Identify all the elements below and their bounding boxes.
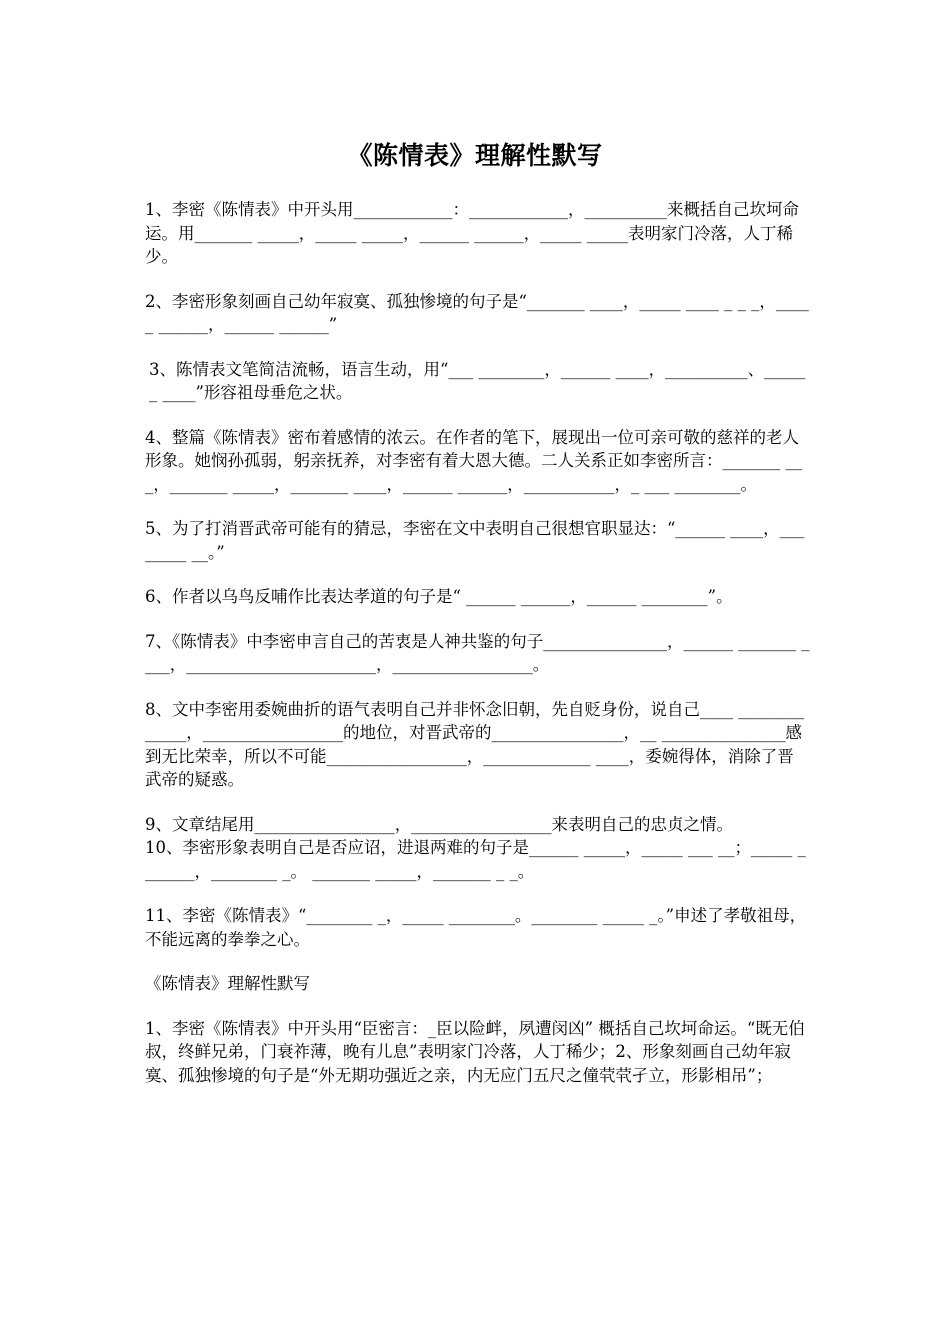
document-body — [145, 198, 810, 1108]
question-7: 7、《陈情表》中李密申言自己的苦衷是人神共鉴的句子_______________，______ _______ ____，_______________________，_________________。 — [145, 631, 810, 674]
question-4: 4、整篇《陈情表》密布着感情的浓云。在作者的笔下，展现出一位可亲可敬的慈祥的老人形象。她悯孙孤弱，躬亲抚养，对李密有着大恩大德。二人关系正如李密所言：_______ ___，_______ _____，_______ ____，______ ______，___________，_ ___ ________。 — [145, 427, 802, 494]
question-3: 3、陈情表文笔简洁流畅，语言生动，用“___ ________，______ ____，__________、______ ____”形容祖母垂危之状。 — [149, 359, 806, 402]
question-9: 9、文章结尾用_________________，_________________来表明自己的忠贞之情。 — [145, 814, 733, 834]
answer-section-title: 《陈情表》理解性默写 — [145, 974, 310, 993]
question-8: 8、文中李密用委婉曲折的语气表明自己并非怀念旧朝，先自贬身份，说自己____ _____________，_________________的地位，对晋武帝的________________，__ _______________感到无比荣幸，所以不可能_________________，_____________ ____，委婉得体，消除了晋武帝的疑惑。 — [145, 699, 805, 789]
answer-text: 1、李密《陈情表》中开头用“臣密言：_臣以险衅，夙遭闵凶” 概括自己坎坷命运。“既无伯叔，终鲜兄弟，门衰祚薄，晚有儿息”表明家门冷落，人丁稀少；2、形象刻画自己幼年寂寞、孤独惨境的句子是“外无期功强近之亲，内无应门五尺之僮茕茕孑立，形影相吊”； — [145, 1018, 805, 1085]
question-6: 6、作者以乌鸟反哺作比表达孝道的句子是“ ______ ______，______ ________”。 — [145, 587, 733, 606]
page-title: 《陈情表》理解性默写 — [347, 141, 603, 170]
question-5: 5、为了打消晋武帝可能有的猜忌，李密在文中表明自己很想官职显达：“______ ____，________ __。” — [145, 519, 805, 562]
question-1: 1、李密《陈情表》中开头用____________：____________，__________来概括自己坎坷命运。用_______ _____，_____ _____，______ ______，_____ _____表明家门冷落，人丁稀少。 — [145, 200, 799, 266]
question-11: 11、李密《陈情表》“________ _，_____ ________。________ _____ _。”申述了孝敬祖母，不能远离的拳拳之心。 — [145, 906, 807, 949]
question-10: 10、李密形象表明自己是否应诏，进退两难的句子是______ _____，_____ ___ __；_____ _______，________ _。 _______ _____，_______ _ _。 — [145, 838, 806, 881]
question-2: 2、李密形象刻画自己幼年寂寞、孤独惨境的句子是“_______ ____，_____ ____ _ _ _，_____ ______，______ ______” — [145, 291, 809, 334]
